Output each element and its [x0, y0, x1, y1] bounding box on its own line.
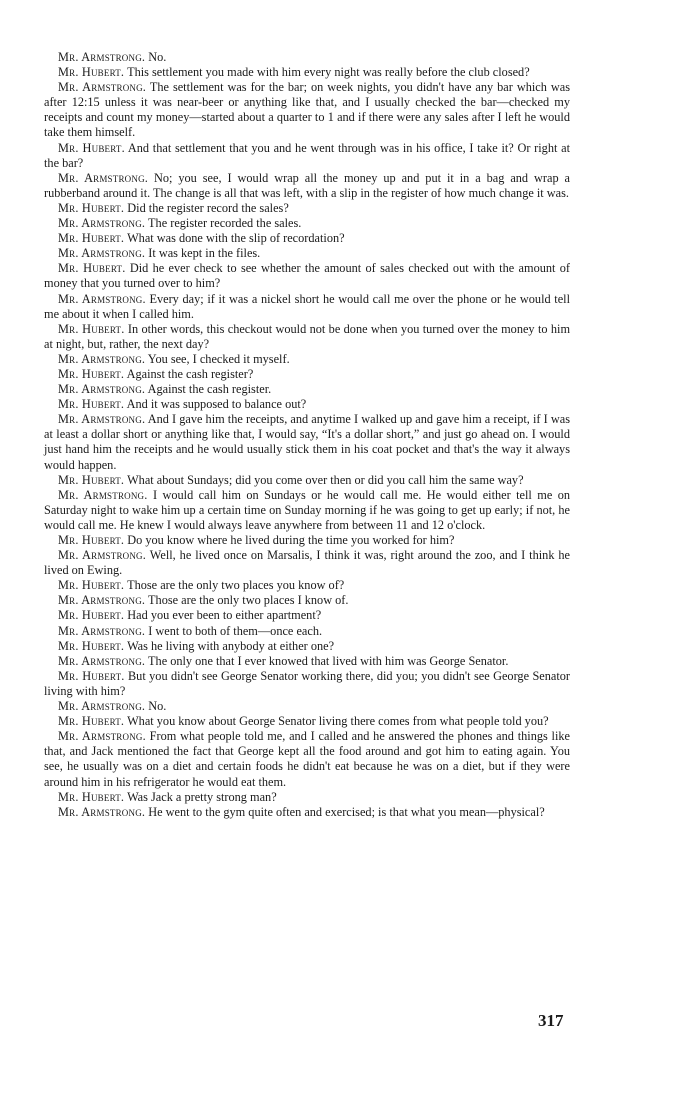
- speaker-name: Mr. Hubert.: [58, 200, 125, 215]
- speaker-name: Mr. Hubert.: [58, 231, 125, 246]
- speaker-name: Mr. Armstrong.: [58, 246, 146, 261]
- testimony-paragraph: [44, 292, 570, 322]
- testimony-paragraph: [44, 624, 570, 639]
- speaker-name: Mr. Armstrong.: [58, 216, 146, 231]
- speaker-name: Mr. Armstrong.: [58, 653, 146, 668]
- testimony-text: Those are the only two places you know of?: [127, 578, 345, 593]
- speaker-name: Mr. Hubert.: [58, 140, 125, 155]
- testimony-text: In other words, this checkout would not be done when you turned over the money to him at night, but, rather, the next day?: [44, 321, 571, 351]
- testimony-text: No.: [148, 699, 167, 714]
- testimony-paragraph: [44, 397, 570, 412]
- testimony-text: Had you ever been to either apartment?: [127, 608, 322, 623]
- testimony-paragraph: [44, 548, 570, 578]
- testimony-text: The register recorded the sales.: [148, 216, 302, 231]
- speaker-name: Mr. Hubert.: [58, 608, 125, 623]
- testimony-text: Was Jack a pretty strong man?: [127, 789, 277, 804]
- testimony-paragraph: [44, 50, 570, 65]
- page-number: 317: [538, 1011, 564, 1030]
- speaker-name: Mr. Hubert.: [58, 714, 125, 729]
- speaker-name: Mr. Hubert.: [58, 321, 125, 336]
- testimony-paragraph: [44, 608, 570, 623]
- speaker-name: Mr. Hubert.: [58, 578, 125, 593]
- testimony-paragraph: [44, 654, 570, 669]
- testimony-paragraph: [44, 216, 570, 231]
- testimony-paragraph: [44, 412, 570, 472]
- testimony-text: This settlement you made with him every night was really before the club closed?: [127, 65, 530, 80]
- testimony-paragraph: [44, 699, 570, 714]
- testimony-paragraph: [44, 473, 570, 488]
- testimony-paragraph: [44, 80, 570, 140]
- testimony-text: I would call him on Sundays or he would call me. He would either tell me on Saturday night to wake him up a certain time on Sunday morning if he was going to get up early; if not, he would call me. He knew I would always leave anywhere from between 11 and 12 o'clock.: [44, 487, 571, 532]
- testimony-text: The only one that I ever knowed that lived with him was George Senator.: [148, 653, 509, 668]
- testimony-text: Do you know where he lived during the time you worked for him?: [127, 533, 455, 547]
- speaker-name: Mr. Armstrong.: [58, 351, 146, 366]
- testimony-text: No.: [148, 50, 167, 64]
- speaker-name: Mr. Hubert.: [58, 397, 125, 412]
- testimony-text: You see, I checked it myself.: [147, 351, 290, 366]
- testimony-text: He went to the gym quite often and exercised; is that what you mean—physical?: [148, 804, 545, 819]
- speaker-name: Mr. Armstrong.: [58, 623, 146, 638]
- testimony-paragraph: [44, 669, 570, 699]
- speaker-name: Mr. Armstrong.: [58, 548, 147, 563]
- speaker-name: Mr. Armstrong.: [58, 80, 147, 95]
- testimony-paragraph: [44, 639, 570, 654]
- testimony-paragraph: [44, 790, 570, 805]
- testimony-text: Against the cash register?: [126, 366, 254, 381]
- speaker-name: Mr. Armstrong.: [58, 50, 146, 64]
- testimony-text: Did he ever check to see whether the amount of sales checked out with the amount of money that you turned over to him?: [44, 261, 571, 291]
- testimony-paragraph: [44, 201, 570, 216]
- testimony-text: Was he living with anybody at either one?: [127, 638, 335, 653]
- testimony-text: But you didn't see George Senator working there, did you; you didn't see George Senator living with him?: [44, 668, 571, 698]
- speaker-name: Mr. Hubert.: [58, 789, 125, 804]
- testimony-text: No; you see, I would wrap all the money up and put it in a bag and wrap a rubberband around it. The change is all that was left, with a slip in the register of how much change it was.: [44, 170, 571, 200]
- speaker-name: Mr. Hubert.: [58, 366, 125, 381]
- testimony-paragraph: [44, 322, 570, 352]
- testimony-text: Those are the only two places I know of.: [148, 593, 349, 608]
- testimony-text: Did the register record the sales?: [127, 200, 289, 215]
- testimony-paragraph: [44, 578, 570, 593]
- testimony-text: It was kept in the files.: [148, 246, 261, 261]
- testimony-paragraph: [44, 261, 570, 291]
- testimony-paragraph: [44, 729, 570, 789]
- speaker-name: Mr. Armstrong.: [58, 291, 146, 306]
- testimony-text: Well, he lived once on Marsalis, I think it was, right around the zoo, and I think he lived on Ewing.: [44, 548, 570, 578]
- speaker-name: Mr. Hubert.: [58, 261, 126, 276]
- testimony-text: The settlement was for the bar; on week nights, you didn't have any bar which was after 12:15 unless it was near-beer or anything like that, and I usually checked the bar—checked my receipts and count my money—started about a quarter to 1 and if there were any sales after I left he would take them himself.: [44, 80, 570, 140]
- speaker-name: Mr. Hubert.: [58, 668, 125, 683]
- speaker-name: Mr. Armstrong.: [58, 382, 146, 397]
- speaker-name: Mr. Armstrong.: [58, 804, 146, 819]
- speaker-name: Mr. Armstrong.: [58, 699, 146, 714]
- speaker-name: Mr. Hubert.: [58, 65, 125, 80]
- speaker-name: Mr. Armstrong.: [58, 487, 148, 502]
- testimony-text: What about Sundays; did you come over then or did you call him the same way?: [127, 472, 524, 487]
- testimony-paragraph: [44, 488, 570, 533]
- testimony-paragraph: [44, 714, 570, 729]
- speaker-name: Mr. Armstrong.: [58, 170, 149, 185]
- testimony-text: From what people told me, and I called and he answered the phones and things like that, and Jack mentioned the fact that George kept all the food around and got him to eating again. You see, he usually was on a diet and certain foods he didn't eat because he was on a diet, but if they were around him in his refrigerator he would eat them.: [44, 729, 570, 789]
- speaker-name: Mr. Hubert.: [58, 472, 125, 487]
- testimony-paragraph: [44, 533, 570, 548]
- testimony-text: And it was supposed to balance out?: [126, 397, 307, 412]
- testimony-text: I went to both of them—once each.: [148, 623, 323, 638]
- testimony-paragraph: [44, 171, 570, 201]
- testimony-paragraph: [44, 805, 570, 820]
- testimony-text: What you know about George Senator living there comes from what people told you?: [127, 714, 549, 729]
- testimony-paragraph: [44, 593, 570, 608]
- speaker-name: Mr. Armstrong.: [58, 593, 146, 608]
- testimony-paragraph: [44, 246, 570, 261]
- speaker-name: Mr. Armstrong.: [58, 412, 146, 427]
- testimony-paragraph: [44, 65, 570, 80]
- speaker-name: Mr. Armstrong.: [58, 729, 146, 744]
- testimony-paragraph: [44, 231, 570, 246]
- speaker-name: Mr. Hubert.: [58, 638, 125, 653]
- testimony-paragraph: [44, 352, 570, 367]
- testimony-text: And that settlement that you and he went through was in his office, I take it? Or right at the bar?: [44, 140, 570, 170]
- speaker-name: Mr. Hubert.: [58, 533, 125, 547]
- testimony-paragraph: [44, 382, 570, 397]
- transcript-page: [44, 50, 570, 820]
- testimony-text: What was done with the slip of recordation?: [127, 231, 345, 246]
- testimony-text: Every day; if it was a nickel short he would call me over the phone or he would tell me about it when I called him.: [44, 291, 571, 321]
- testimony-paragraph: [44, 141, 570, 171]
- testimony-paragraph: [44, 367, 570, 382]
- testimony-text: And I gave him the receipts, and anytime I walked up and gave him a receipt, if I was at least a dollar short or anything like that, I would say, “It's a dollar short,” and just go ahead on. I would just hand him the receipts and he would usually stick them in his coat pocket and that's the way it always would happen.: [44, 412, 570, 472]
- testimony-text: Against the cash register.: [147, 382, 272, 397]
